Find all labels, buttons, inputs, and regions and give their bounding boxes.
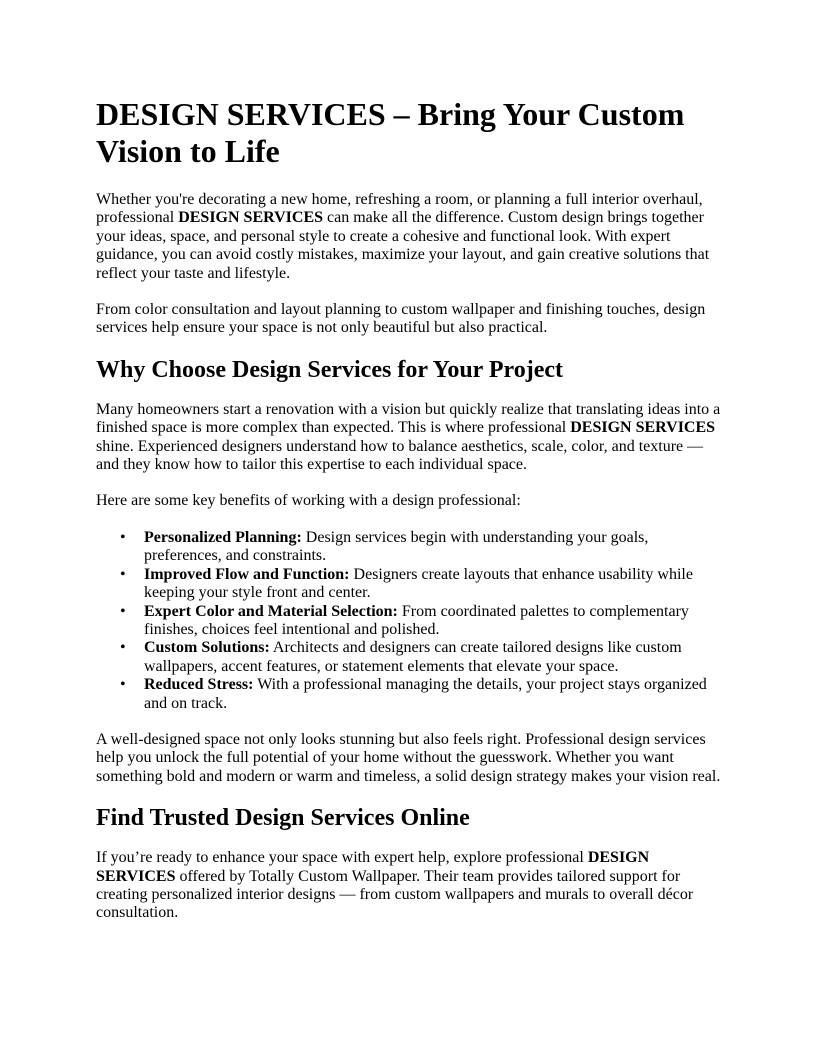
benefit-term: Personalized Planning:	[144, 528, 302, 546]
benefit-text: From coordinated palettes to complementary finishes, choices feel intentional and polished.	[144, 602, 689, 638]
list-item	[120, 602, 722, 640]
intro-paragraph-1	[96, 191, 722, 283]
benefit-term: Improved Flow and Function:	[144, 565, 350, 583]
find-p1-text-c: offered by Totally Custom Wallpaper. Their team provides tailored support for creating personalized interior designs — from custom wallpapers and murals to overall décor consultation.	[96, 867, 694, 922]
bullet-icon: •	[120, 528, 126, 546]
list-item	[120, 565, 722, 603]
find-p1-text-a: If you’re ready to enhance your space with expert help, explore professional	[96, 849, 588, 867]
section-heading-why-choose: Why Choose Design Services for Your Project	[96, 356, 564, 383]
bullet-icon: •	[120, 639, 126, 657]
intro-p1-bold: DESIGN SERVICES	[178, 209, 324, 227]
list-item	[120, 528, 722, 566]
intro-p1-text-c: can make all the difference. Custom design brings together your ideas, space, and personal style to create a cohesive and functional look. With expert guidance, you can avoid costly mistakes, maximize your layout, and gain creative solutions that reflect your taste and lifestyle.	[96, 209, 710, 282]
benefit-text: Designers create layouts that enhance usability while keeping your style front and center.	[144, 565, 693, 602]
why-paragraph-2: Here are some key benefits of working with a design professional:	[96, 492, 521, 510]
benefit-term: Custom Solutions:	[144, 639, 270, 657]
why-p1-text-a: Many homeowners start a renovation with a vision but quickly realize that translating ideas into a finished space is more complex than expected. This is where professional	[96, 400, 721, 437]
benefit-term: Reduced Stress:	[144, 676, 254, 694]
why-paragraph-1	[96, 401, 722, 475]
list-item	[120, 639, 722, 676]
find-paragraph-1	[96, 849, 722, 923]
benefits-list	[96, 529, 722, 713]
document-page	[96, 96, 722, 941]
benefit-text: Design services begin with understanding your goals, preferences, and constraints.	[144, 528, 649, 565]
find-p1-bold: DESIGN SERVICES	[96, 849, 650, 885]
why-paragraph-3: A well-designed space not only looks stunning but also feels right. Professional design services help you unlock the full potential of your home without the guesswork. Whether you want something bold and modern or warm and timeless, a solid design strategy makes your vision real.	[96, 730, 721, 785]
bullet-icon: •	[120, 676, 126, 694]
intro-paragraph-2: From color consultation and layout planning to custom wallpaper and finishing touches, design services help ensure your space is not only beautiful but also practical.	[96, 301, 706, 337]
section-heading-find-trusted: Find Trusted Design Services Online	[96, 805, 470, 832]
benefit-text: Architects and designers can create tailored designs like custom wallpapers, accent features, or statement elements that elevate your space.	[144, 639, 682, 675]
list-item	[120, 676, 722, 713]
why-p1-bold: DESIGN SERVICES	[570, 419, 716, 437]
benefit-term: Expert Color and Material Selection:	[144, 602, 398, 620]
intro-p1-text-a: Whether you're decorating a new home, refreshing a room, or planning a full interior overhaul, professional	[96, 191, 703, 227]
benefit-text: With a professional managing the details, your project stays organized and on track.	[144, 676, 707, 712]
why-p1-text-c: shine. Experienced designers understand how to balance aesthetics, scale, color, and texture — and they know how to tailor this expertise to each individual space.	[96, 437, 704, 474]
bullet-icon: •	[120, 602, 126, 620]
page-title: DESIGN SERVICES – Bring Your Custom Vision to Life	[96, 96, 685, 169]
bullet-icon: •	[120, 565, 126, 583]
